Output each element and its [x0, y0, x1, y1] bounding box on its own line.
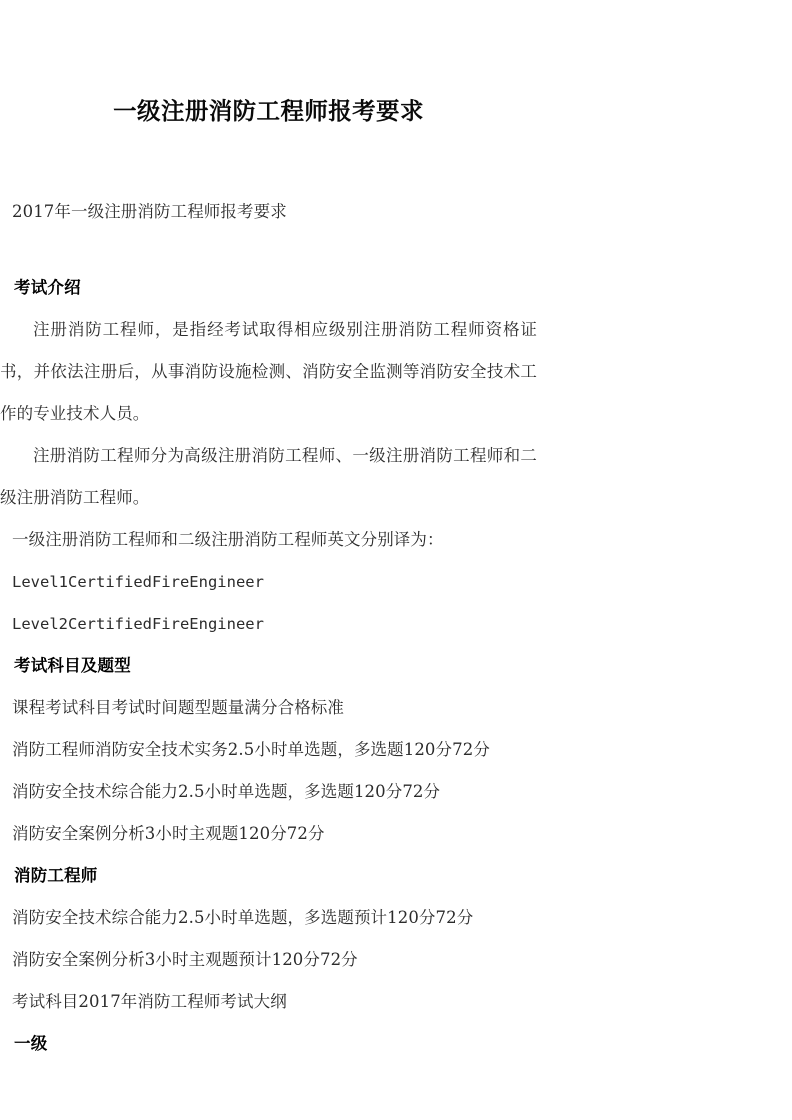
- section-heading-exam-intro: 考试介绍: [14, 278, 81, 297]
- section-heading-level-one: 一级: [14, 1034, 48, 1053]
- paragraph-levels: 注册消防工程师分为高级注册消防工程师、一级注册消防工程师和二级注册消防工程师。: [0, 446, 537, 507]
- exam-syllabus-line: 考试科目2017年消防工程师考试大纲: [12, 992, 287, 1011]
- page-title: 一级注册消防工程师报考要求: [113, 97, 424, 125]
- subject-row-comprehensive: 消防安全技术综合能力2.5小时单选题，多选题120分72分: [12, 782, 441, 801]
- paragraph-definition: 注册消防工程师，是指经考试取得相应级别注册消防工程师资格证书，并依法注册后，从事消防设施检测、消防安全监测等消防安全技术工作的专业技术人员。: [0, 320, 537, 423]
- subject-row-practice: 消防工程师消防安全技术实务2.5小时单选题，多选题120分72分: [12, 740, 490, 759]
- spacer: [0, 233, 537, 267]
- paragraph-english-intro: 一级注册消防工程师和二级注册消防工程师英文分别译为：: [12, 530, 444, 549]
- intro-line: 2017年一级注册消防工程师报考要求: [12, 202, 287, 221]
- table-header-line: 课程考试科目考试时间题型题量满分合格标准: [12, 698, 344, 717]
- english-term-level2: Level2CertifiedFireEngineer: [12, 615, 264, 633]
- estimate-row-case-analysis: 消防安全案例分析3小时主观题预计120分72分: [12, 950, 358, 969]
- document-body: [0, 191, 537, 1065]
- subject-row-case-analysis: 消防安全案例分析3小时主观题120分72分: [12, 824, 325, 843]
- section-heading-subjects-and-types: 考试科目及题型: [14, 656, 131, 675]
- section-heading-fire-engineer: 消防工程师: [14, 866, 98, 885]
- english-term-level1: Level1CertifiedFireEngineer: [12, 573, 264, 591]
- estimate-row-comprehensive: 消防安全技术综合能力2.5小时单选题，多选题预计120分72分: [12, 908, 474, 927]
